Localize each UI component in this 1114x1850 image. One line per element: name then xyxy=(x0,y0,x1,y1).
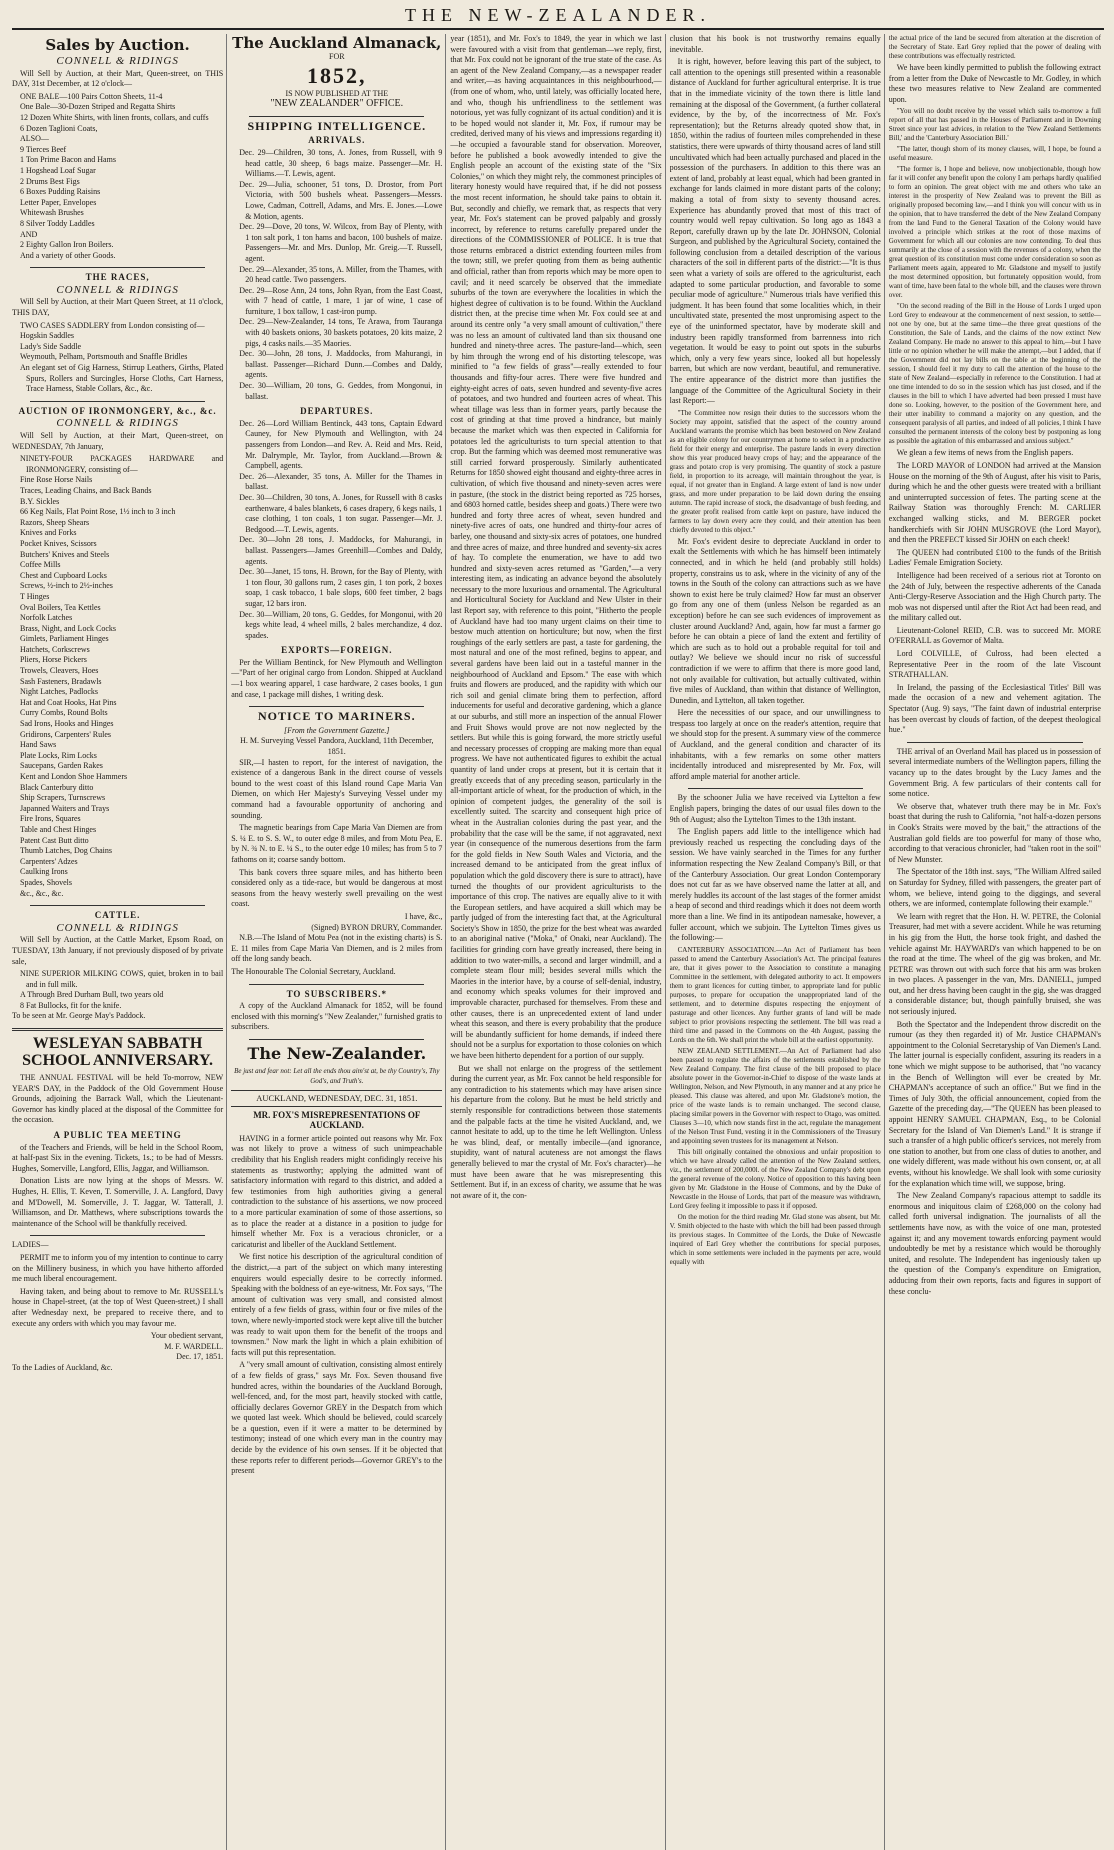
masthead: THE NEW-ZEALANDER. xyxy=(12,4,1104,30)
races-intro: Will Sell by Auction, at their Mart Queen Street, at 11 o'clock, THIS DAY, xyxy=(12,297,224,318)
list-item: 12 Dozen White Shirts, with linen fronts, collars, and cuffs xyxy=(20,112,209,122)
list-item: Norfolk Latches xyxy=(20,613,73,623)
auction-intro: Will Sell by Auction, at their Mart, Queen-street, on THIS DAY, 31st December, at 12 o'clock— xyxy=(12,68,224,89)
list-item: 9 Tierces Beef xyxy=(20,144,67,154)
list-item: One Bale—30-Dozen Striped and Regatta Shirts xyxy=(20,102,176,112)
almanack-office: "NEW ZEALANDER" OFFICE. xyxy=(270,98,404,110)
list-item: Gimlets, Parliament Hinges xyxy=(20,634,109,644)
list-item: Traces, Leading Chains, and Back Bands xyxy=(20,485,152,495)
races-item-list xyxy=(12,321,223,395)
paper-title: The New-Zealander. xyxy=(247,1043,427,1063)
cattle-heading: CATTLE. xyxy=(94,910,141,921)
news-spectator: The Spectator of the 18th inst. says, "The William Alfred sailed on Saturday for Sydney, filled with passengers, the greater part of whom, we believe, intend going to the diggings, and several others, we are informed, contemplate following their example." xyxy=(888,867,1101,909)
list-item: T Hinges xyxy=(20,591,50,601)
firm-name: CONNELL & RIDINGS xyxy=(56,55,179,67)
shipping-heading: SHIPPING INTELLIGENCE. xyxy=(247,118,427,133)
settlement-quote: NEW ZEALAND SETTLEMENT.—An Act of Parliament had also been passed to regulate the affairs of the settlements established by the New Zealand Company. The first clause of the bill proposed to place absolute power in the Governor-in-Chief to dispose of the waste lands at Wellington, Nelson, and New Plymouth, in any manner and at any price he pleased. This clause was altered, and upon Mr. Gladstone's motion, the price of the waste lands is to remain unchanged. The second clause, placing similar powers in the Governor with respect to Otago, was omitted. Clauses 3—10, which now stands first in the act, regulate the management of the Nelson Trust Fund, vesting it in the Commissioners of the Treasury and appointing seven trustees for its management at Nelson. xyxy=(669,1046,881,1145)
dateline: AUCKLAND, WEDNESDAY, DEC. 31, 1851. xyxy=(231,1090,442,1107)
ladies-to: To the Ladies of Auckland, &c. xyxy=(12,1362,113,1372)
list-item: Whitewash Brushes xyxy=(20,208,84,218)
list-item: ONE BALE—100 Pairs Cotton Sheets, 11-4 xyxy=(20,91,163,101)
ironmongery-heading: AUCTION OF IRONMONGERY, &c., &c. xyxy=(18,405,217,416)
news-julia: By the schooner Julia we have received via Lyttelton a few English papers, bringing the dates of our usual files down to the 9th of August; also the Lyttelton Times to the 13th instant. xyxy=(669,793,881,824)
list-item: 1 Hogshead Loaf Sugar xyxy=(20,165,96,175)
almanack-for: FOR xyxy=(329,52,345,61)
ironmongery-item-list xyxy=(12,454,223,899)
tea-body: of the Teachers and Friends, will be held in the School Room, at half-past Six in the evening. Tickets, 1s.; to be had of Messrs. Hughes, Somerville, Langford, Ellis, Jaggar, and Williamson. xyxy=(12,1142,224,1173)
column-2 xyxy=(231,34,446,1850)
list-item: Caulking Irons xyxy=(20,867,68,877)
notice-to: The Honourable The Colonial Secretary, Auckland. xyxy=(231,966,396,976)
ladies-signature: M. F. WARDELL. xyxy=(164,1341,224,1351)
auction-heading: Sales by Auction. xyxy=(45,36,190,54)
arrival-entry: Dec. 29—Rose Ann, 24 tons, John Ryan, from the East Coast, with 7 head of cattle, 1 mare, 1 jar of wine, 1 case of furniture, 1 box tallow, 1 cast-iron pump. xyxy=(239,285,443,316)
notice-from: H. M. Surveying Vessel Pandora, Auckland, 11th December, 1851. xyxy=(240,736,434,757)
article-heading: MR. FOX'S MISREPRESENTATIONS OF AUCKLAND. xyxy=(253,1109,421,1131)
list-item: And a variety of other Goods. xyxy=(20,250,116,260)
departure-entry: Dec. 26—Alexander, 35 tons, A. Miller for the Thames in ballast. xyxy=(239,471,443,492)
news-english-papers: The English papers add little to the intelligence which had previously reached us respecting the concluding days of the session. We have vainly searched in the Times for any further information respecting the New Zealand Company's Bill, or that of the Canterbury Association. Our great London Contemporary does not cut far as we have observed name the latter at all, and merely huddles its account of the last stages of the former amidst a heap of second and third readings which it does not deem worth more than a line. We find in its antipodean namesake, however, a fuller account, which we subjoin. The Lyttelton Times gives us the following:— xyxy=(669,827,881,943)
list-item: Coffee Mills xyxy=(20,560,61,570)
letter-intro: We have been kindly permitted to publish the following extract from a letter from the Duke of Newcastle to Mr. Godley, in which these two measures relative to New Zealand are commented upon. xyxy=(888,63,1101,104)
arrival-entry: Dec. 29—New-Zealander, 14 tons, Te Arawa, from Tauranga with 40 baskets onions, 30 baskets potatoes, 20 kits maize, 2 pigs, 4 casks nails.—35 Maories. xyxy=(239,317,443,348)
list-item: 8 Silver Toddy Laddles xyxy=(20,218,95,228)
list-item: Thumb Latches, Dog Chains xyxy=(20,846,112,856)
notice-body: SIR,—I hasten to report, for the interest of navigation, the existence of a dangerous Bank in the direct course of vessels bound to the west coast of this Island round Cape Maria Van Diemen, on which Her Majesty's Surveying Vessel under my command had a favourable opportunity of anchoring and sounding. xyxy=(231,757,443,820)
news-lord-mayor: The LORD MAYOR of LONDON had arrived at the Mansion House on the morning of the 9th of August, after his visit to Paris, during which he and the other guests were treated with a brilliant and uninterrupted succession of fetes. The parting scene at the Railway Station was thoroughly French: M. CARLIER exchanged walking sticks, and M. BERGER pocket handkerchiefs with Sir JOHN MUSGROVE (the Lord Mayor), and then the PREFECT kissed Sir JOHN on each cheek! xyxy=(888,460,1101,545)
news-malta: Lieutenant-Colonel REID, C.B. was to succeed Mr. MORE O'FERRALL as Governor of Malta. xyxy=(888,625,1101,646)
columns xyxy=(12,34,1104,1850)
list-item: Weymouth, Pelham, Portsmouth and Snaffle Bridles xyxy=(20,352,188,362)
notice-signed: (Signed) BYRON DRURY, Commander. xyxy=(311,922,443,932)
arrival-entry: Dec. 30—John, 28 tons, J. Maddocks, from Mahurangi, in ballast. Passenger—Richard Dunn.—Combes and Daldy, agents. xyxy=(239,349,443,380)
list-item: Table and Chest Hinges xyxy=(20,824,97,834)
letter-quote-1: "You will no doubt receive by the vessel which sails to-morrow a full report of all that has passed in the Houses of Parliament and in Downing Street since your last advices, in relation to the 'New Zealand Settlements Bill,' and the 'Canterbury Association Bill.' xyxy=(888,107,1101,143)
list-item: Hogskin Saddles xyxy=(20,331,74,341)
news-chapman: Both the Spectator and the Independent throw discredit on the rumour (as they then regarded it) of Mr. Justice CHAPMAN's appointment to the Colonial Secretaryship of Van Diemen's Land. The latter journal is especially confident, assuring its readers in a tone which we might suppose to be authorised, that "no vacancy in the Bench of Wellington will ever be created by Mr. CHAPMAN's acceptance of such an office." But we find in the Times of July 30th, the official announcement, copied from the Gazette of the preceding day,—"The QUEEN has been pleased to appoint HENRY SAMUEL CHAPMAN, Esq., to be Colonial Secretary for the Island of Van Diemen's Land." It is strange if such a transfer of a high public officer's services, not merely from one station to another, but from one class of duties to another, and one widely different, was made without his own consent, or, at all events, without his knowledge. We shall look with some curiosity for the explanation which time will, we suppose, bring. xyxy=(888,1019,1101,1188)
news-overland-mail: THE arrival of an Overland Mail has placed us in possession of several intermediate numbers of the Wellington papers, filling the vacancy up to the dates brought by the Lucy James and the Government Brig. A few particulars of their contents call for some notice. xyxy=(888,746,1101,799)
list-item: &c., &c., &c. xyxy=(20,888,64,898)
arrival-entry: Dec. 29—Julia, schooner, 51 tons, D. Drostor, from Port Victoria, with 500 bushels wheat. Passengers—Messrs. Lowe, Cadman, Cottrell, Adams, and Mrs. E. Jones.—Lowe & Motion, agents. xyxy=(239,179,443,221)
ladies-sign: Your obedient servant, xyxy=(150,1331,224,1341)
exports-label: EXPORTS—FOREIGN. xyxy=(281,645,393,656)
list-item: NINE SUPERIOR MILKING COWS, quiet, broken in to bail and in full milk. xyxy=(20,969,224,989)
subscribers-heading: TO SUBSCRIBERS.* xyxy=(286,988,387,999)
list-item: Kent and London Shoe Hammers xyxy=(20,772,128,781)
list-item: 66 Keg Nails, Flat Point Rose, 1½ inch to 3 inch xyxy=(20,507,176,517)
list-item: Trowels, Cleavers, Hoes xyxy=(20,666,99,676)
canterbury-quote: CANTERBURY ASSOCIATION.—An Act of Parliament has been passed to amend the Canterbury Association's Act. The principal features are, that it gives power to the Association to constitute a managing Committee in the settlement, with delegated authority to act. It empowers them to grant licences for cutting timber, to appropriate land for public purposes, to prepare for occupation the unappropriated land of the settlement, and to determine disputes respecting the enjoyment of pasturage and other licences. Any further grants of land will be made subject to prior provisions respecting the settlement. The bill was read a third time and passed in the Commons on the 4th August, passing the Lords on the 6th. We shall print the whole bill at the earliest opportunity. xyxy=(669,945,881,1044)
list-item: Ship Scrapers, Turnscrews xyxy=(20,793,106,803)
list-item: Hatchets, Corkscrews xyxy=(20,644,90,654)
list-item: Pliers, Horse Pickers xyxy=(20,655,87,665)
almanack-published: IS NOW PUBLISHED AT THE xyxy=(285,88,389,98)
arrival-entry: Dec. 29—Dove, 20 tons, W. Wilcox, from Bay of Plenty, with 1 ton salt pork, 1 ton hams and bacon, 100 bushels of maize. Passengers—Mr. and Mrs. Dunlop, Mr. Greig.—T. Russell, agent. xyxy=(239,222,443,263)
news-colville: Lord COLVILLE, of Culross, had been elected a Representative Peer in the room of the late Viscount STRATHALLAN. xyxy=(888,649,1101,680)
article-paragraph-5: But we shall not enlarge on the progress of the settlement during the current year, as Mr. Fox cannot be held responsible for any contradiction to his statements which may have arisen since his departure from the colony. But he must be held strictly and sternly responsible for contradictions between those statements and the palpable facts at the time he visited Auckland, and, we cannot hesitate to add, up to the time he left Wellington. Unless he was blind, deaf, or mentally imbecile—(and ignorance, stupidity, want of natural acuteness are not amongst the flaws generally believed to mar the crystal of Mr. Fox's character)—he must have been aware that he was misrepresenting this Settlement. But if, in an excess of charity, we assume that he was not aware of it, the con- xyxy=(450,1063,662,1200)
list-item: 2 Drums Best Figs xyxy=(20,176,80,186)
article-paragraph-8: Mr. Fox's evident desire to depreciate Auckland in order to exalt the Settlements with which he has himself been intimately connected, and in which he held (and probably still holds) property, constrains us to ask, where in the vicinity of any of the towns in the South of the colony can attractions such as we have shown to exist here be truly claimed? How far must an observer go from any one of them (unless Nelson be regarded as an exception) before he can see such evidences of improvement as cluster around Auckland? And, again, how far must a farmer go before he can obtain a piece of land the extent and fertility of which are such as to hold out a probable requital for toil and outlay? We believe we should incur no risk of successful contradiction if we were to affirm that there is more good land, not only available for cultivation, but actually cultivated, within five miles of Auckland, than within that distance of Wellington, Dunedin, and Lyttelton, all taken together. xyxy=(669,536,881,705)
column-1 xyxy=(12,34,227,1850)
list-item: Razors, Sheep Shears xyxy=(20,517,90,527)
tea-heading: A PUBLIC TEA MEETING xyxy=(53,1130,182,1141)
list-item: NINETY-FOUR PACKAGES HARDWARE and IRONMONGERY, consisting of— xyxy=(20,454,224,474)
departure-entry: Dec. 30—John 28 tons, J. Maddocks, for Mahurangi, in ballast. Passengers—James Greenhill—Combes and Daldy, agents. xyxy=(239,535,443,566)
list-item: Spades, Shovels xyxy=(20,877,72,887)
list-item: Patent Cast Butt ditto xyxy=(20,835,89,845)
notice-body-3: This bank covers three square miles, and has hitherto been considered only as a tide-race, but would be dangerous at most seasons from the heavy westerly swell prevailing on the west coast. xyxy=(231,867,443,909)
almanack-year: 1852, xyxy=(307,62,367,88)
arrival-entry: Dec. 29—Children, 30 tons, A. Jones, from Russell, with 9 head cattle, 30 sheep, 6 bags maize. Passenger—Mr. H. Williams.—T. Lewis, agent. xyxy=(239,147,443,179)
article-paragraph-7: It is right, however, before leaving this part of the subject, to call attention to the openings still presented within a reasonable distance of Auckland for further agricultural enterprise. It is true that in the immediate vicinity of the town there is little land remaining at the disposal of the Government, (a further collateral evidence, by the by, of the incorrectness of Mr. Fox's representation); but the Returns already quoted show that, in 1850, within the radius of fourteen miles comprehended in these statistics, there were upwards of thirty thousand acres of land still uncultivated which had been actually purchased and placed in the possession of the purchasers. In addition to this there was an extent of land, probably at least equal, which had been granted in exchange for lands claimed in more distant parts of the colony; making a total of from sixty to seventy thousand acres. Experience has abundantly proved that most of this tract of country would well repay cultivation. So long ago as 1843 a Report, carefully drawn up by the late Dr. JOHNSON, Colonial Surgeon, and published by the Agricultural Society, contained the following conclusion from a detailed description of the various characters of the soil in different parts of the district:—"It is thus seen what a variety of soils are offered to the agriculturist, each adapted to some particular production, and favorable to some peculiar mode of agriculture." Numerous trials have verified this judgment. It has been found that some localities which, in their uncultivated state, presented the most unpromising aspect to the eye of the uninformed spectator, have by moderate skill and industry been rapidly transformed from barrenness into rich vegetation. It would be easy to point out spots in the suburbs which, only a very few years since, looked all but hopelessly barren, but which are now verdant, beautiful, and remunerative. The entire appearance of the district more than justifies the language of the Committee of the Agricultural Society in their last Report:— xyxy=(669,57,881,406)
list-item: Sad Irons, Hooks and Hinges xyxy=(20,719,114,729)
departures-list xyxy=(231,419,442,641)
cattle-note: To be seen at Mr. George May's Paddock. xyxy=(12,1011,146,1021)
departures-label: DEPARTURES. xyxy=(300,406,374,417)
article-paragraph-4: year (1851), and Mr. Fox's to 1849, the year in which we last were favoured with a visit from that gentleman—we reply, first, that Mr. Fox could not be ignorant of the true state of the case. As an agent of the New Zealand Company,—as a newspaper reader and writer,—as having acquaintances in this neighbourhood,—(from one of whom, who, until lately, was officially located here, and who, though his unfriendliness to the settlement was notorious, yet was fully cognizant of its actual condition) and it is to be hoped would not slander it, Mr. Fox, if rumour may be credited, derived many of his views and impressions regarding it)—he occupied a favourable stand for observation. Moreover, before he published a book avowedly intended to give the English people an account of the existing state of the "Six Colonies," on which they might rely, the commonest principles of literary honesty would have required that, if he did not possess the most recent information, he should take pains to obtain it. But, secondly and chiefly, we remark that, as respects that very year, Mr. Fox's statement can be proved palpably and grossly incorrect, by reference to returns carefully prepared under the directions of the COMMISSIONER of POLICE. It is true that those returns embraced a district extending fourteen miles from the town; still, we prefer quoting from them as being authentic and official, rather than from reports which may be more open to cavil; and it need scarcely be observed that the immediate suburbs of the town are everywhere the localities in which the highest degree of cultivation is to be found. Within the Auckland district then, at the precise time when Mr. Fox could see at and around its centre only "a very small amount of cultivation," there was no less an amount of cultivated land than six thousand one hundred and ninety-three acres. The pasture-land—which, seen by him through the wrong end of his distorting telescope, was minified to "a few fields of grass"—really extended to four thousands and fifty-four acres. There were five hundred and eighty-eight acres of oats, seven hundred and seventy-five acres of potatoes, and two hundred and fourteen acres of wheat. This wheat tillage was less than in former years, partly because the cost of grinding at that time proved a hindrance, but mainly because the market which was then expected in California for potatoes led the agriculturists to turn special attention to that crop. But the farming which was deemed most remunerative was still carried forward prosperously. Similarly authenticated Returns for 1850 showed eight thousand and eighty-three acres in cultivation, of which five thousand and ninety-seven acres were in pasture, (the stock in the district being reported as 725 horses, and 6803 horned cattle, besides sheep and goats.) There were two hundred and forty three acres of wheat, seven hundred and ninety-five acres of oats, one hundred and thirty-four acres of barley, one thousand and sixty-six acres of potatoes, one hundred and three acres of maize, and three hundred and seventy-six acres of hay. To complete the enumeration, we have to add two hundred and sixty-seven acres returned as "Garden,"—a very interesting item, as indicating an advance beyond the absolutely necessary to the more luxurious and ornamental. The Agricultural and Horticultural Society for Auckland and New Ulster in their last Report say, with reference to this point, "Hitherto the people of Auckland have had too many urgent claims on their time to bestow much attention on horticulture; but now, when the first roughings of the early settlers are past, a taste for gardening, the most natural and one of the most refined, begins to appear, and several gardens have been laid out in a tasteful manner in the neighbourhood of Auckland and Epsom." The ease with which fruits and flowers are produced, and the rapidity with which our rich soil and genial climate bring them to perfection, afford inducements for useful and decorative gardening, which a glance at our suburbs, and still more an inspection of the annual Flower and Fruit Shows would prove are not now neglected by the settlers. But while this is going forward, the more strictly useful and necessary processes of cropping are making more than equal progress. We have not authenticated figures to exhibit the actual quantity of land under crops at present, but it is certain that it greatly exceeds that of any preceding season, particularly in the all-important article of wheat, for the production of which, in the opinion of competent judges, the generality of the soil is excellently suited. The scarcity and consequent high price of wheat in the Australian colonies during the past year, and the probability that the case will be the same, if not aggravated, next year (in consequence of the numerous desertions from the farm for the gold fields in New South Wales and Victoria, and the increased demand to be anticipated from the great influx of population which the gold discovery there is sure to attract), have turned the thoughts of our provident agriculturists to the importance of this crop. The natives are equally alive to it with the European settlers, and have acquired a skill which may be partly judged of from the interesting fact that, at the Agricultural Society's Show in 1850, the prize for the best wheat was awarded to an aboriginal native ("Moka," of Onaki, near Auckland). The facilities for grinding corn have greatly increased, there being in addition to two water-mills, a second and larger windmill, and a complete steam flour mill; besides several mills which the Maories in the interior have, by a course of self-denial, industry, and economy which speaks volumes for their improved and improvable character, purchased for themselves. From these and other causes, there is an unprecedented extent of land under wheat this season, and there is every probability that the produce will be abundantly sufficient for home demands, if indeed there should not be a surplus for exportation to those colonies on which we have been hitherto dependent for a portion of our supply. xyxy=(450,34,662,1060)
donation-text: Donation Lists are now lying at the shops of Messrs. W. Hughes, H. Ellis, T. Keven, T. Somerville, J. A. Langford, Davy and M'Dowell, M. Somerville, J. T. Jaggar, W. Tatterall, J. Williamson, and Dr. Matthews, where subscriptions towards the maintenance of the School will be thankfully received. xyxy=(12,1176,224,1228)
list-item: TWO CASES SADDLERY from London consisting of— xyxy=(20,320,205,330)
article-paragraph-6: clusion that his book is not trustworthy remains equally inevitable. xyxy=(669,34,881,54)
notice-nb: N.B.—The Island of Motu Pea (not in the existing charts) is S. E. 11 miles from Cape Maria Van Diemen, and is 2 miles from off the long sandy beach. xyxy=(231,933,443,964)
article-paragraph-3: A "very small amount of cultivation, consisting almost entirely of a few fields of grass," says Mr. Fox. Seven thousand five hundred acres, within the boundaries of the Auckland Borough, well-fenced, and, for the most part, heavily stocked with cattle, officially declares Governor GREY in the Despatch from which we quoted last week. Which should be believed, could scarcely be a question, even if it were a matter to be determined by testimony; instead of one which every man in the country may decide by the evidence of his own senses. If it be objected that these reports refer to different periods—Governor GREY's to the present xyxy=(231,1360,443,1476)
ladies-body-2: Having taken, and being about to remove to Mr. RUSSELL's house in Chapel-street, (at the top of West Queen-street,) I shall after Wednesday next, be prepared to receive there, and to execute any orders with which you may favour me. xyxy=(12,1286,224,1328)
list-item: 1 Ton Prime Bacon and Hams xyxy=(20,155,116,165)
firm-name: CONNELL & RIDINGS xyxy=(56,417,179,430)
departure-entry: Dec. 30—Children, 30 tons, A. Jones, for Russell with 8 casks earthenware, 4 bales blankets, 6 cases drapery, 6 kegs nails, 1 case clothing, 1 ton coals, 1 ton sugar. Passenger—Mr. J. Bedgood.—T. Lewis, agents. xyxy=(239,492,443,534)
list-item: Black Canterbury ditto xyxy=(20,782,94,792)
news-gold-fields: We observe that, whatever truth there may be in Mr. Fox's boast that during the rush to California, "not half-a-dozen persons in Cook's Straits were moved by the bait," the attractions of the Australian gold fields are too powerful for many of those who, according to that veracious chronicler, had "taken root in the soil" of New Munster. xyxy=(888,801,1101,864)
almanack-title: The Auckland Almanack, xyxy=(232,34,442,52)
subscribers-body: A copy of the Auckland Almanack for 1852, will be found enclosed with this morning's "New Zealander," furnished gratis to subscribers. xyxy=(231,1001,443,1032)
list-item: Hand Saws xyxy=(20,740,57,750)
news-toronto: Intelligence had been received of a serious riot at Toronto on the 24th of July, between the respective adherents of the Canada Anti-Clergy-Reserve Association and the High Church party. The mob was not dispersed until after the Riot Act had been read, and the military called out. xyxy=(888,570,1101,623)
column-4 xyxy=(670,34,885,1850)
column-5 xyxy=(889,34,1104,1850)
list-item: Chest and Cupboard Locks xyxy=(20,570,107,580)
news-company: The New Zealand Company's rapacious attempt to saddle its enormous and iniquitous claim of £268,000 on the colony had called forth universal indignation. The journalists of all the settlements have now, as with the voice of one man, protested against it; and any movement towards enforcing payment would undoubtedly be met by a resistance which would be thoroughly united, and resolute. The Independent has ingeniously taken up the question of the Company's expenditure on Emigration, adducing from their own reports, facts and figures in support of these conclu- xyxy=(888,1191,1101,1296)
list-item: 6 Dozen Taglioni Coats, xyxy=(20,123,98,133)
letter-quote-3: "The former is, I hope and believe, now unobjectionable, though how far it will confer any benefit upon the colony I am perhaps hardly qualified to form an opinion. The great object with me and others who take an interest in the prosperity of New Zealand was to prevent the Bill as originally proposed becoming law,—and I think you will concur with us in the opinion, that to have transferred the debt of the New Zealand Company from the land Fund to the General Taxation of the Colony would have involved a principle which strikes at the root of those maxims of Government for which all our colonies are now contending. To deal thus summarily at the close of a session with the revenues of a colony, when the great question of its constitution must come under consideration so soon as Parliament meets again, appeared to Mr. Gladstone and myself to justify the most determined opposition, but fortunately opposition would, from want of time, have been fatal to the whole bill, and the clauses were thrown over. xyxy=(888,165,1101,300)
continuation-text: the actual price of the land be secured from alteration at the discretion of the Secretary of State. Earl Grey replied that the power of dealing with these contributions was effectually restricted. xyxy=(888,34,1101,60)
wesleyan-body: THE ANNUAL FESTIVAL will be held To-morrow, NEW YEAR'S DAY, in the Paddock of the Old Government House Grounds, adjoining the Barrack Wall, which the Lieutenant-Governor has kindly placed at the disposal of the Committee for the occasion. xyxy=(12,1073,224,1125)
list-item: Screws, ½-inch to 2½-inches xyxy=(20,581,113,591)
list-item: Night Latches, Padlocks xyxy=(20,687,98,697)
society-quote: "The Committee now resign their duties to the successors whom the Society may appoint, satisfied that the aspect of the country around Auckland warrants the promise which has been bestowed on New Zealand as an eligible colony for our countrymen at home to select in a productive field for their energy and enterprise. The pasture lands in every direction show this year produced heavy crops of hay; and the appearance of the grass and potato crop is very promising. The quantity of stock a pasture field, in proportion to its acreage, will maintain throughout the year, is equal, if not greater than in England. A large extent of land is now under grass, and more under preparation to be laid down during the ensuing autumn. The rapid increase of stock, the disadvantage of bush feeding, and the greater profit realised from cattle kept on pasture, have induced the farmers to lay down every acre they could, and their attention has been chiefly devoted to this object." xyxy=(669,408,881,534)
list-item: 6 Boxes Pudding Raisins xyxy=(20,187,101,197)
list-item: AND xyxy=(20,229,38,239)
list-item: 8 Fat Bullocks, fit for the knife. xyxy=(20,1000,122,1010)
article-paragraph-1: HAVING in a former article pointed out reasons why Mr. Fox was not likely to prove a witness of such unimpeachable credibility that his English readers might confidingly receive his statements as trustworthy; applying the admitted want of satisfactory information with regard to this district, and added a few testimonies from high authorities giving a general contradiction to the substance of his assertions, we now proceed to a more particular examination of some of those assertions, so as to place the reader at a distance in a position to judge for himself whether Mr. Fox is a veracious chronicler, or a caricaturist and libeller of the Auckland Settlement. xyxy=(231,1133,443,1249)
departure-entry: Dec. 30—William, 20 tons, G. Geddes, for Mongonui, with 20 kegs white lead, 4 wheel mills, 2 bales merchandize, 4 doz. spades. xyxy=(239,609,443,640)
exports-text: Per the William Bentinck, for New Plymouth and Wellington—"Part of her original cargo from London. Shipped at Auckland—1 box wearing apparel, 1 case hardware, 2 cases books, 1 gun and case, 1 package mill dishes, 1 writing desk. xyxy=(231,657,443,699)
article-paragraph-9: Here the necessities of our space, and our unwillingness to trespass too largely at once on the reader's attention, require that we should stop for the present. A summary view of the commerce of Auckland, and the general condition and character of its inhabitants, with a few remarks on some other matters incidentally introduced and misrepresented by Mr. Fox, will afford ample material for another article. xyxy=(669,708,881,781)
list-item: Fine Rose Horse Nails xyxy=(20,475,93,485)
letter-quote-2: "The latter, though shorn of its money clauses, will, I hope, be found a useful measure. xyxy=(888,145,1101,163)
wesleyan-heading: WESLEYAN SABBATH SCHOOL ANNIVERSARY. xyxy=(22,1035,214,1070)
list-item: Plate Locks, Rim Locks xyxy=(20,750,97,760)
news-intro: We glean a few items of news from the English papers. xyxy=(896,448,1074,458)
list-item: Hat and Coat Hooks, Hat Pins xyxy=(20,697,117,707)
cattle-intro: Will Sell by Auction, at the Cattle Market, Epsom Road, on TUESDAY, 13th January, if not previously disposed of by private sale, xyxy=(12,935,224,966)
motto: Be just and fear not: Let all the ends thou aim'st at, be thy Country's, Thy God's, and Truth's. xyxy=(234,1066,440,1086)
notice-heading: NOTICE TO MARINERS. xyxy=(257,709,416,724)
list-item: 2 Eighty Gallon Iron Boilers. xyxy=(20,240,114,250)
news-petre: We learn with regret that the Hon. H. W. PETRE, the Colonial Treasurer, had met with a severe accident. While he was returning in his gig from the Hutt, the horse took fright, and dashed the vehicle against Mr. HAYWARD's van which happened to be on the road at the time. The wheel of the gig was broken, and Mr. PETRE was thrown out with such force that his arm was broken in two places. A passenger in the van, Mrs. DANIELL, jumped out, and her dress having been caught in the gig, she was dragged a considerable distance; but, though painfully bruised, she was not seriously injured. xyxy=(888,911,1101,1017)
departure-entry: Dec. 26—Lord William Bentinck, 443 tons, Captain Edward Cauney, for New Plymouth and Wellington, with 24 passengers from London—and Rev. A. Reid and Mrs. Reid, Mr. Dalrymple, Mr. Taylor, from Auckland.—Brown & Campbell, agents. xyxy=(239,418,443,471)
settlement-quote-3: On the motion for the third reading Mr. Glad stone was absent, but Mr. V. Smith objected to the haste with which the bill had been passed through its previous stages. In Committee of the Lords, the Duke of Newcastle inquired of Earl Grey whether the contributions for special purposes, which in some settlements were included in the payments per acre, would equally with xyxy=(669,1212,881,1266)
list-item: Pocket Knives, Scissors xyxy=(20,538,97,548)
letter-quote-4: "On the second reading of the Bill in the House of Lords I urged upon Lord Grey to endeavour at the commencement of next session, to settle—not one by one, but at the same time—the three great questions of the Constitution, the Sale of Lands, and the claims of the now extinct New Zealand Company. He made no answer to this appeal to him,—but I have little or no opinion whether he will make the attempt,—but I added, that if the Government did not lay bills on the table at the beginning of the session, I should feel it my duty to call the attention of the house to the state of New Zealand—especially in reference to the Constitution. I had at one time intended to do so in the session which has just closed, and if the clauses in the bill to which I have adverted had been pressed I must have done so. Looking, however, to the position of the Government here, and their utter inability to command a majority on any question, and the consequent paralysis of all parties, and indeed of all policies, I think I have consulted the permanent interests of the colony best by postponing as long as possible the agitation of this embarrassed and anxious subject." xyxy=(888,302,1101,446)
races-heading: THE RACES, xyxy=(85,272,150,283)
list-item: Carpenters' Adzes xyxy=(20,856,78,866)
arrival-entry: Dec. 30—William, 20 tons, G. Geddes, from Mongonui, in ballast. xyxy=(239,381,443,401)
firm-name: CONNELL & RIDINGS xyxy=(56,283,179,296)
notice-source: [From the Government Gazette.] xyxy=(284,725,390,735)
ironmongery-intro: Will Sell by Auction, at their Mart, Queen-street, on WEDNESDAY, 7th January, xyxy=(12,431,224,451)
list-item: Saucepans, Garden Rakes xyxy=(20,761,103,771)
article-paragraph-2: We first notice his description of the agricultural condition of the district,—a part of the subject on which many interesting enquirers would especially desire to be correctly informed. Speaking with the boldness of an eye-witness, Mr. Fox says, "The amount of cultivation was very small, and consisted almost entirely of a few fields of grass, within four or five miles of the town, where newly-imported stock were kept alive till the butcher was ready to wait upon them for the benefit of the troops and townsmen." Now mark the light in which a plain exhibition of facts will put this representation. xyxy=(231,1252,443,1357)
list-item: ALSO— xyxy=(20,134,49,144)
auction-item-list xyxy=(12,92,223,262)
list-item: Brass, Night, and Lock Cocks xyxy=(20,623,116,633)
arrivals-label: ARRIVALS. xyxy=(308,135,366,146)
ladies-heading: LADIES— xyxy=(12,1240,49,1250)
list-item: Fire Irons, Squares xyxy=(20,814,81,824)
notice-body-2: The magnetic bearings from Cape Maria Van Diemen are from S. ¼ E. to S. S. W., to outer edge 8 miles, and from Motu Pea, E. by N. ¾ N. to E. ¼ S., to the outer edge 10 miles; has from 5 to 7 fathoms on it; coarse sandy bottom. xyxy=(231,823,443,864)
list-item: Letter Paper, Envelopes xyxy=(20,197,97,207)
departure-entry: Dec. 30—Janet, 15 tons, H. Brown, for the Bay of Plenty, with 1 ton flour, 30 gallons rum, 2 cases gin, 1 ton pork, 2 boxes soap, 1 cask tobacco, 1 bale slops, 600 feet timber, 2 bags sugar, 12 bars iron. xyxy=(239,567,443,608)
firm-name: CONNELL & RIDINGS xyxy=(56,921,179,934)
cattle-item-list xyxy=(12,969,223,1011)
notice-sign: I have, &c., xyxy=(404,911,443,921)
list-item: Butchers' Knives and Steels xyxy=(20,549,110,559)
arrival-entry: Dec. 29—Alexander, 35 tons, A. Miller, from the Thames, with 20 head cattle. Two passengers. xyxy=(239,264,443,285)
column-3 xyxy=(450,34,665,1850)
ladies-body: PERMIT me to inform you of my intention to continue to carry on the Millinery business, in which you have hitherto afforded me much liberal encouragement. xyxy=(12,1252,224,1284)
news-queen: The QUEEN had contributed £100 to the funds of the British Ladies' Female Emigration Society. xyxy=(888,547,1101,568)
list-item: Japanned Waiters and Trays xyxy=(20,803,110,813)
news-ireland: In Ireland, the passing of the Ecclesiastical Titles' Bill was made the occasion of a new and vehement agitation. The Spectator (Aug. 9) says, "The faint dawn of industrial enterprise has been overcast by clouds of faction, of the deepest theological hue." xyxy=(888,682,1101,735)
list-item: Gridirons, Carpenters' Rules xyxy=(20,729,111,739)
arrivals-list xyxy=(231,148,442,402)
ladies-date: Dec. 17, 1851. xyxy=(176,1352,224,1362)
list-item: A Through Bred Durham Bull, two years old xyxy=(20,990,164,1000)
list-item: Knives and Forks xyxy=(20,528,77,538)
settlement-quote-2: This bill originally contained the obnoxious and unfair proposition to which we have already called the attention of the New Zealand settlers, viz., the settlement of 200,000l. of the New Zealand Company's debt upon the general revenue of the colony. Notice of opposition to this having been given by Mr. Gladstone in the House of Commons, and by the Duke of Newcastle in the House of Lords, that part of the measure was withdrawn, Lord Grey feeling it impossible to pass it if opposed. xyxy=(669,1147,881,1210)
list-item: B.Y. Sickles xyxy=(20,496,60,506)
list-item: Lady's Side Saddle xyxy=(20,341,81,351)
list-item: Curry Combs, Round Bolts xyxy=(20,708,108,718)
list-item: An elegant set of Gig Harness, Stirrup Leathers, Girths, Plated Spurs, Rollers and Surcingles, Horse Cloths, Cart Harness, Trace Harness, Stable Collars, &c., &c. xyxy=(20,363,224,394)
list-item: Oval Boilers, Tea Kettles xyxy=(20,602,101,612)
list-item: Sash Fasteners, Bradawls xyxy=(20,676,102,686)
